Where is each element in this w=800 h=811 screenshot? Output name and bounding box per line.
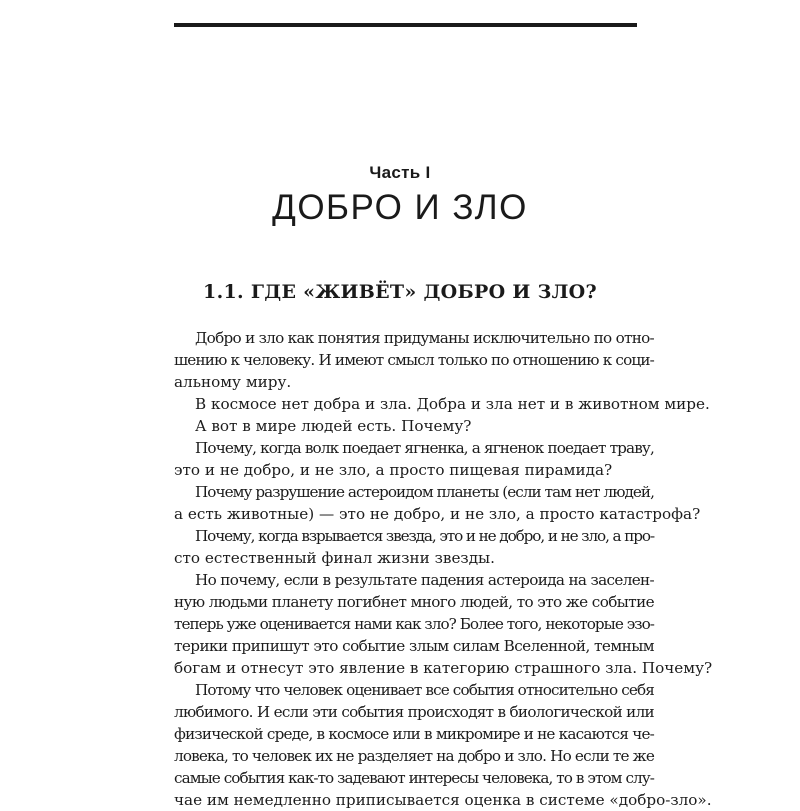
body-line: Добро и зло как понятия придуманы исключительно по отно- xyxy=(195,329,654,347)
body-line: Но почему, если в результате падения астероида на заселен- xyxy=(195,571,654,589)
top-rule xyxy=(174,23,637,27)
body-line: теперь уже оценивается нами как зло? Более того, некоторые эзо- xyxy=(174,615,654,633)
body-line: любимого. И если эти события происходят в биологической или xyxy=(174,703,654,721)
body-line: а есть животные) — это не добро, и не зло, а просто катастрофа? xyxy=(174,505,701,523)
section-heading: 1.1. ГДЕ «ЖИВЁТ» ДОБРО И ЗЛО? xyxy=(203,281,597,303)
body-line: Потому что человек оценивает все события относительно себя xyxy=(195,681,654,699)
body-line: ловека, то человек их не разделяет на добро и зло. Но если те же xyxy=(174,747,654,765)
body-line: самые события как-то задевают интересы человека, то в этом слу- xyxy=(174,769,654,787)
body-line: альному миру. xyxy=(174,373,292,391)
body-line: богам и отнесут это явление в категорию страшного зла. Почему? xyxy=(174,659,713,677)
body-text xyxy=(174,327,713,811)
body-line: чае им немедленно приписывается оценка в системе «добро-зло». xyxy=(174,791,712,809)
body-line: терики припишут это событие злым силам Вселенной, темным xyxy=(174,637,654,655)
body-line: А вот в мире людей есть. Почему? xyxy=(195,417,472,435)
body-line: физической среде, в космосе или в микромире и не касаются че- xyxy=(174,725,654,743)
body-line: Почему разрушение астероидом планеты (если там нет людей, xyxy=(195,483,654,501)
body-line: ную людьми планету погибнет много людей, то это же событие xyxy=(174,593,654,611)
body-line: В космосе нет добра и зла. Добра и зла нет и в животном мире. xyxy=(195,395,710,413)
body-line: Почему, когда волк поедает ягненка, а ягненок поедает траву, xyxy=(195,439,654,457)
body-line: шению к человеку. И имеют смысл только по отношению к соци- xyxy=(174,351,654,369)
part-label: Часть I xyxy=(369,163,431,182)
body-line: сто естественный финал жизни звезды. xyxy=(174,549,495,567)
part-title: ДОБРО И ЗЛО xyxy=(272,188,528,227)
body-line: Почему, когда взрывается звезда, это и не добро, и не зло, а про- xyxy=(195,527,654,545)
body-line: это и не добро, и не зло, а просто пищевая пирамида? xyxy=(174,461,613,479)
